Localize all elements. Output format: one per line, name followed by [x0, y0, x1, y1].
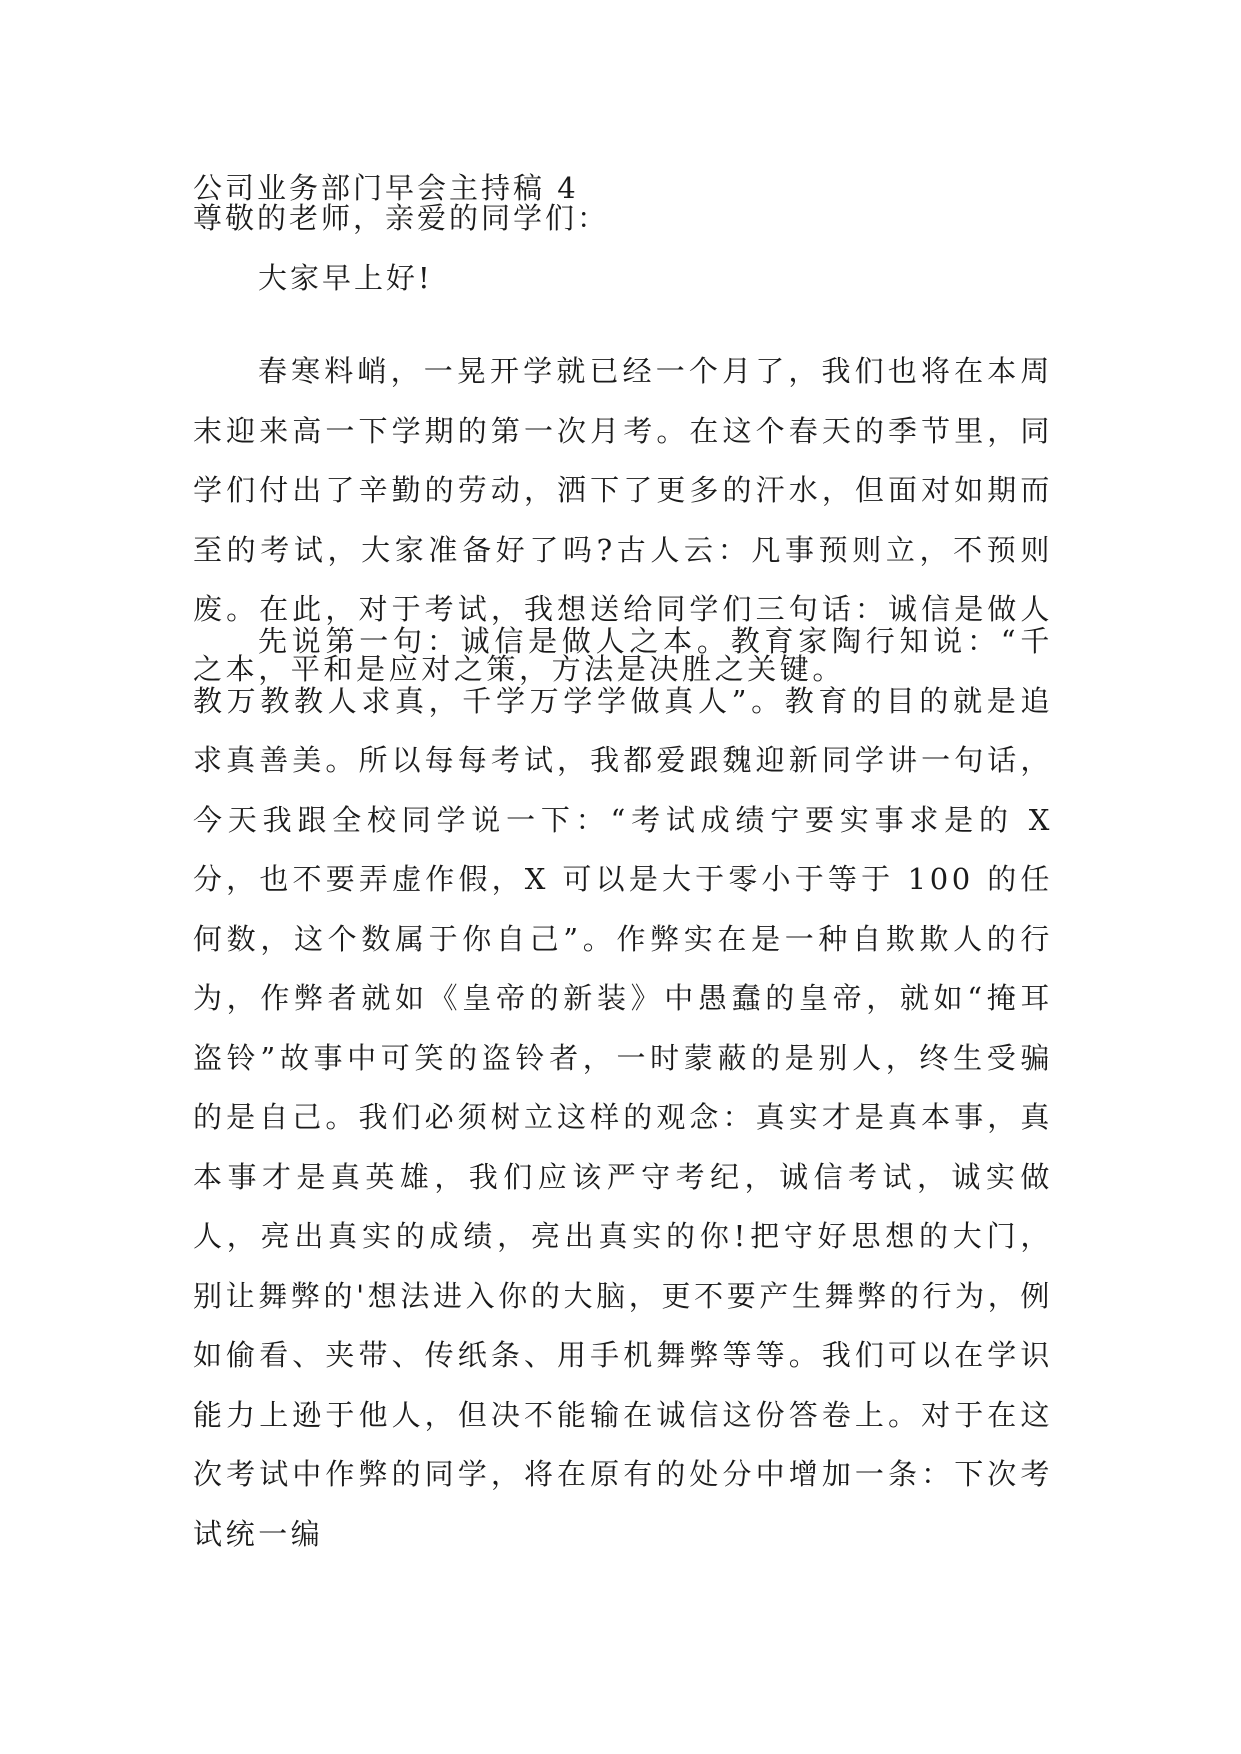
paragraph-integrity: 先说第一句：诚信是做人之本。教育家陶行知说：“千教万教教人求真，千学万学学做真人”。教育的目的就是追求真善美。所以每每考试，我都爱跟魏迎新同学讲一句话，今天我跟全校同学说一下：“考试成绩宁要实事求是的 X 分，也不要弄虚作假，X 可以是大于零小于等于 100 的任何数，这个数属于你自己”。作弊实在是一种自欺欺人的行为，作弊者就如《皇帝的新装》中愚蠢的皇帝，就如“掩耳盗铃”故事中可笑的盗铃者，一时蒙蔽的是别人，终生受骗的是自己。我们必须树立这样的观念：真实才是真本事，真本事才是真英雄，我们应该严守考纪，诚信考试，诚实做人，亮出真实的成绩，亮出真实的你!把守好思想的大门，别让舞弊的'想法进入你的大脑，更不要产生舞弊的行为，例如偷看、夹带、传纸条、用手机舞弊等等。我们可以在学识能力上逊于他人，但决不能输在诚信这份答卷上。对于在这次考试中作弊的同学，将在原有的处分中增加一条：下次考试统一编	[193, 624, 1053, 1551]
salutation: 尊敬的老师，亲爱的同学们：	[193, 201, 610, 235]
document-title: 公司业务部门早会主持稿 4	[193, 171, 579, 205]
greeting: 大家早上好!	[258, 261, 433, 295]
paragraph-opening: 春寒料峭，一晃开学就已经一个月了，我们也将在本周末迎来高一下学期的第一次月考。在这个春天的季节里，同学们付出了辛勤的劳动，洒下了更多的汗水，但面对如期而至的考试，大家准备好了吗?古人云：凡事预则立，不预则废。在此，对于考试，我想送给同学们三句话：诚信是做人之本，平和是应对之策，方法是决胜之关键。	[193, 354, 1053, 686]
